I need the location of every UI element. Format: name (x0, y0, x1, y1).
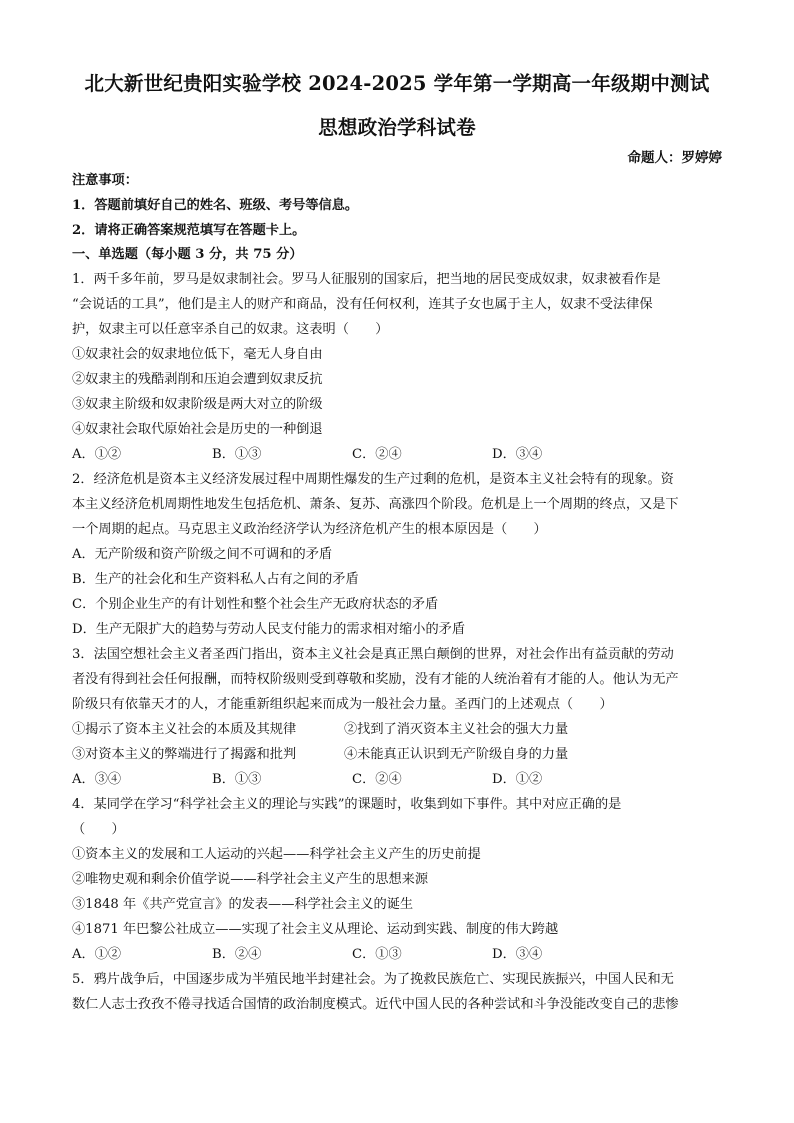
q1-statement: ②奴隶主的残酷剥削和压迫会遭到奴隶反抗 (72, 372, 323, 387)
author-label: 命题人：罗婷婷 (627, 150, 722, 166)
q3-statement: ②找到了消灭资本主义社会的强大力量 (344, 722, 569, 737)
q1-option-d: D．③④ (492, 447, 543, 462)
q2-stem-line: 本主义经济危机周期性地发生包括危机、萧条、复苏、高涨四个阶段。危机是上一个周期的终点，又是下 (72, 497, 679, 512)
q2-option-d: D．生产无限扩大的趋势与劳动人民支付能力的需求相对缩小的矛盾 (72, 622, 466, 637)
note-item-2: 2．请将正确答案规范填写在答题卡上。 (72, 223, 306, 238)
exam-title-line1: 北大新世纪贵阳实验学校 2024-2025 学年第一学期高一年级期中测试 (84, 72, 710, 95)
q4-option-d: D．③④ (492, 947, 543, 962)
q1-options (72, 446, 722, 464)
q1-statement: ③奴隶主阶级和奴隶阶级是两大对立的阶级 (72, 397, 323, 412)
q4-statement: ①资本主义的发展和工人运动的兴起——科学社会主义产生的历史前提 (72, 847, 481, 862)
section-heading: 一、单选题（每小题 3 分，共 75 分） (72, 247, 303, 262)
q1-option-b: B．①③ (212, 447, 262, 462)
q3-stem-line: 阶级只有依靠天才的人，才能重新组织起来而成为一般社会力量。圣西门的上述观点（ ） (72, 697, 613, 712)
q1-option-a: A．①② (72, 447, 122, 462)
q4-option-b: B．②④ (212, 947, 262, 962)
q4-option-c: C．①③ (352, 947, 402, 962)
q3-stem-line: 者没有得到社会任何报酬，而特权阶级则受到尊敬和奖励，没有才能的人统治着有才能的人。他认为无产 (72, 672, 679, 687)
q4-statement: ④1871 年巴黎公社成立——实现了社会主义从理论、运动到实践、制度的伟大跨越 (72, 922, 559, 937)
q3-stem-line: 3．法国空想社会主义者圣西门指出，资本主义社会是真正黑白颠倒的世界，对社会作出有益贡献的劳动 (72, 647, 674, 662)
q3-option-b: B．①③ (212, 772, 262, 787)
q2-stem-line: 一个周期的起点。马克思主义政治经济学认为经济危机产生的根本原因是（ ） (72, 522, 547, 537)
exam-title-line2: 思想政治学科试卷 (318, 116, 476, 139)
q3-statement: ①揭示了资本主义社会的本质及其规律 (72, 722, 297, 737)
note-item-1: 1．答题前填好自己的姓名、班级、考号等信息。 (72, 198, 359, 213)
q3-option-c: C．②④ (352, 772, 402, 787)
q4-stem-line: （ ） (72, 822, 125, 837)
q3-option-d: D．①② (492, 772, 543, 787)
q3-statement: ④未能真正认识到无产阶级自身的力量 (344, 747, 569, 762)
q3-option-a: A．③④ (72, 772, 122, 787)
q3-statement-row (72, 721, 722, 739)
q1-stem-line: “会说话的工具”，他们是主人的财产和商品，没有任何权利，连其子女也属于主人，奴隶不受法律保 (72, 297, 653, 312)
q1-statement: ④奴隶社会取代原始社会是历史的一种倒退 (72, 422, 323, 437)
q4-statement: ②唯物史观和剩余价值学说——科学社会主义产生的思想来源 (72, 872, 429, 887)
q1-statement: ①奴隶社会的奴隶地位低下，毫无人身自由 (72, 347, 323, 362)
q4-statement: ③1848 年《共产党宣言》的发表——科学社会主义的诞生 (72, 897, 414, 912)
q3-options (72, 771, 722, 789)
q1-option-c: C．②④ (352, 447, 402, 462)
q5-stem-line: 5．鸦片战争后，中国逐步成为半殖民地半封建社会。为了挽救民族危亡、实现民族振兴，中国人民和无 (72, 972, 674, 987)
q1-stem-line: 护，奴隶主可以任意宰杀自己的奴隶。这表明（ ） (72, 322, 389, 337)
q3-statement-row (72, 746, 722, 764)
q2-option-c: C．个别企业生产的有计划性和整个社会生产无政府状态的矛盾 (72, 597, 439, 612)
q4-stem-line: 4．某同学在学习“科学社会主义的理论与实践”的课题时，收集到如下事件。其中对应正确的是 (72, 797, 622, 812)
q2-stem-line: 2．经济危机是资本主义经济发展过程中周期性爆发的生产过剩的危机，是资本主义社会特有的现象。资 (72, 472, 674, 487)
q4-options (72, 946, 722, 964)
q5-stem-line: 数仁人志士孜孜不倦寻找适合国情的政治制度模式。近代中国人民的各种尝试和斗争没能改变自己的悲惨 (72, 997, 679, 1012)
q2-option-b: B．生产的社会化和生产资料私人占有之间的矛盾 (72, 572, 359, 587)
q2-option-a: A．无产阶级和资产阶级之间不可调和的矛盾 (72, 547, 333, 562)
q3-statement: ③对资本主义的弊端进行了揭露和批判 (72, 747, 297, 762)
q1-stem-line: 1．两千多年前，罗马是奴隶制社会。罗马人征服别的国家后，把当地的居民变成奴隶，奴隶被看作是 (72, 272, 661, 287)
notes-heading: 注意事项： (72, 173, 138, 188)
q4-option-a: A．①② (72, 947, 122, 962)
